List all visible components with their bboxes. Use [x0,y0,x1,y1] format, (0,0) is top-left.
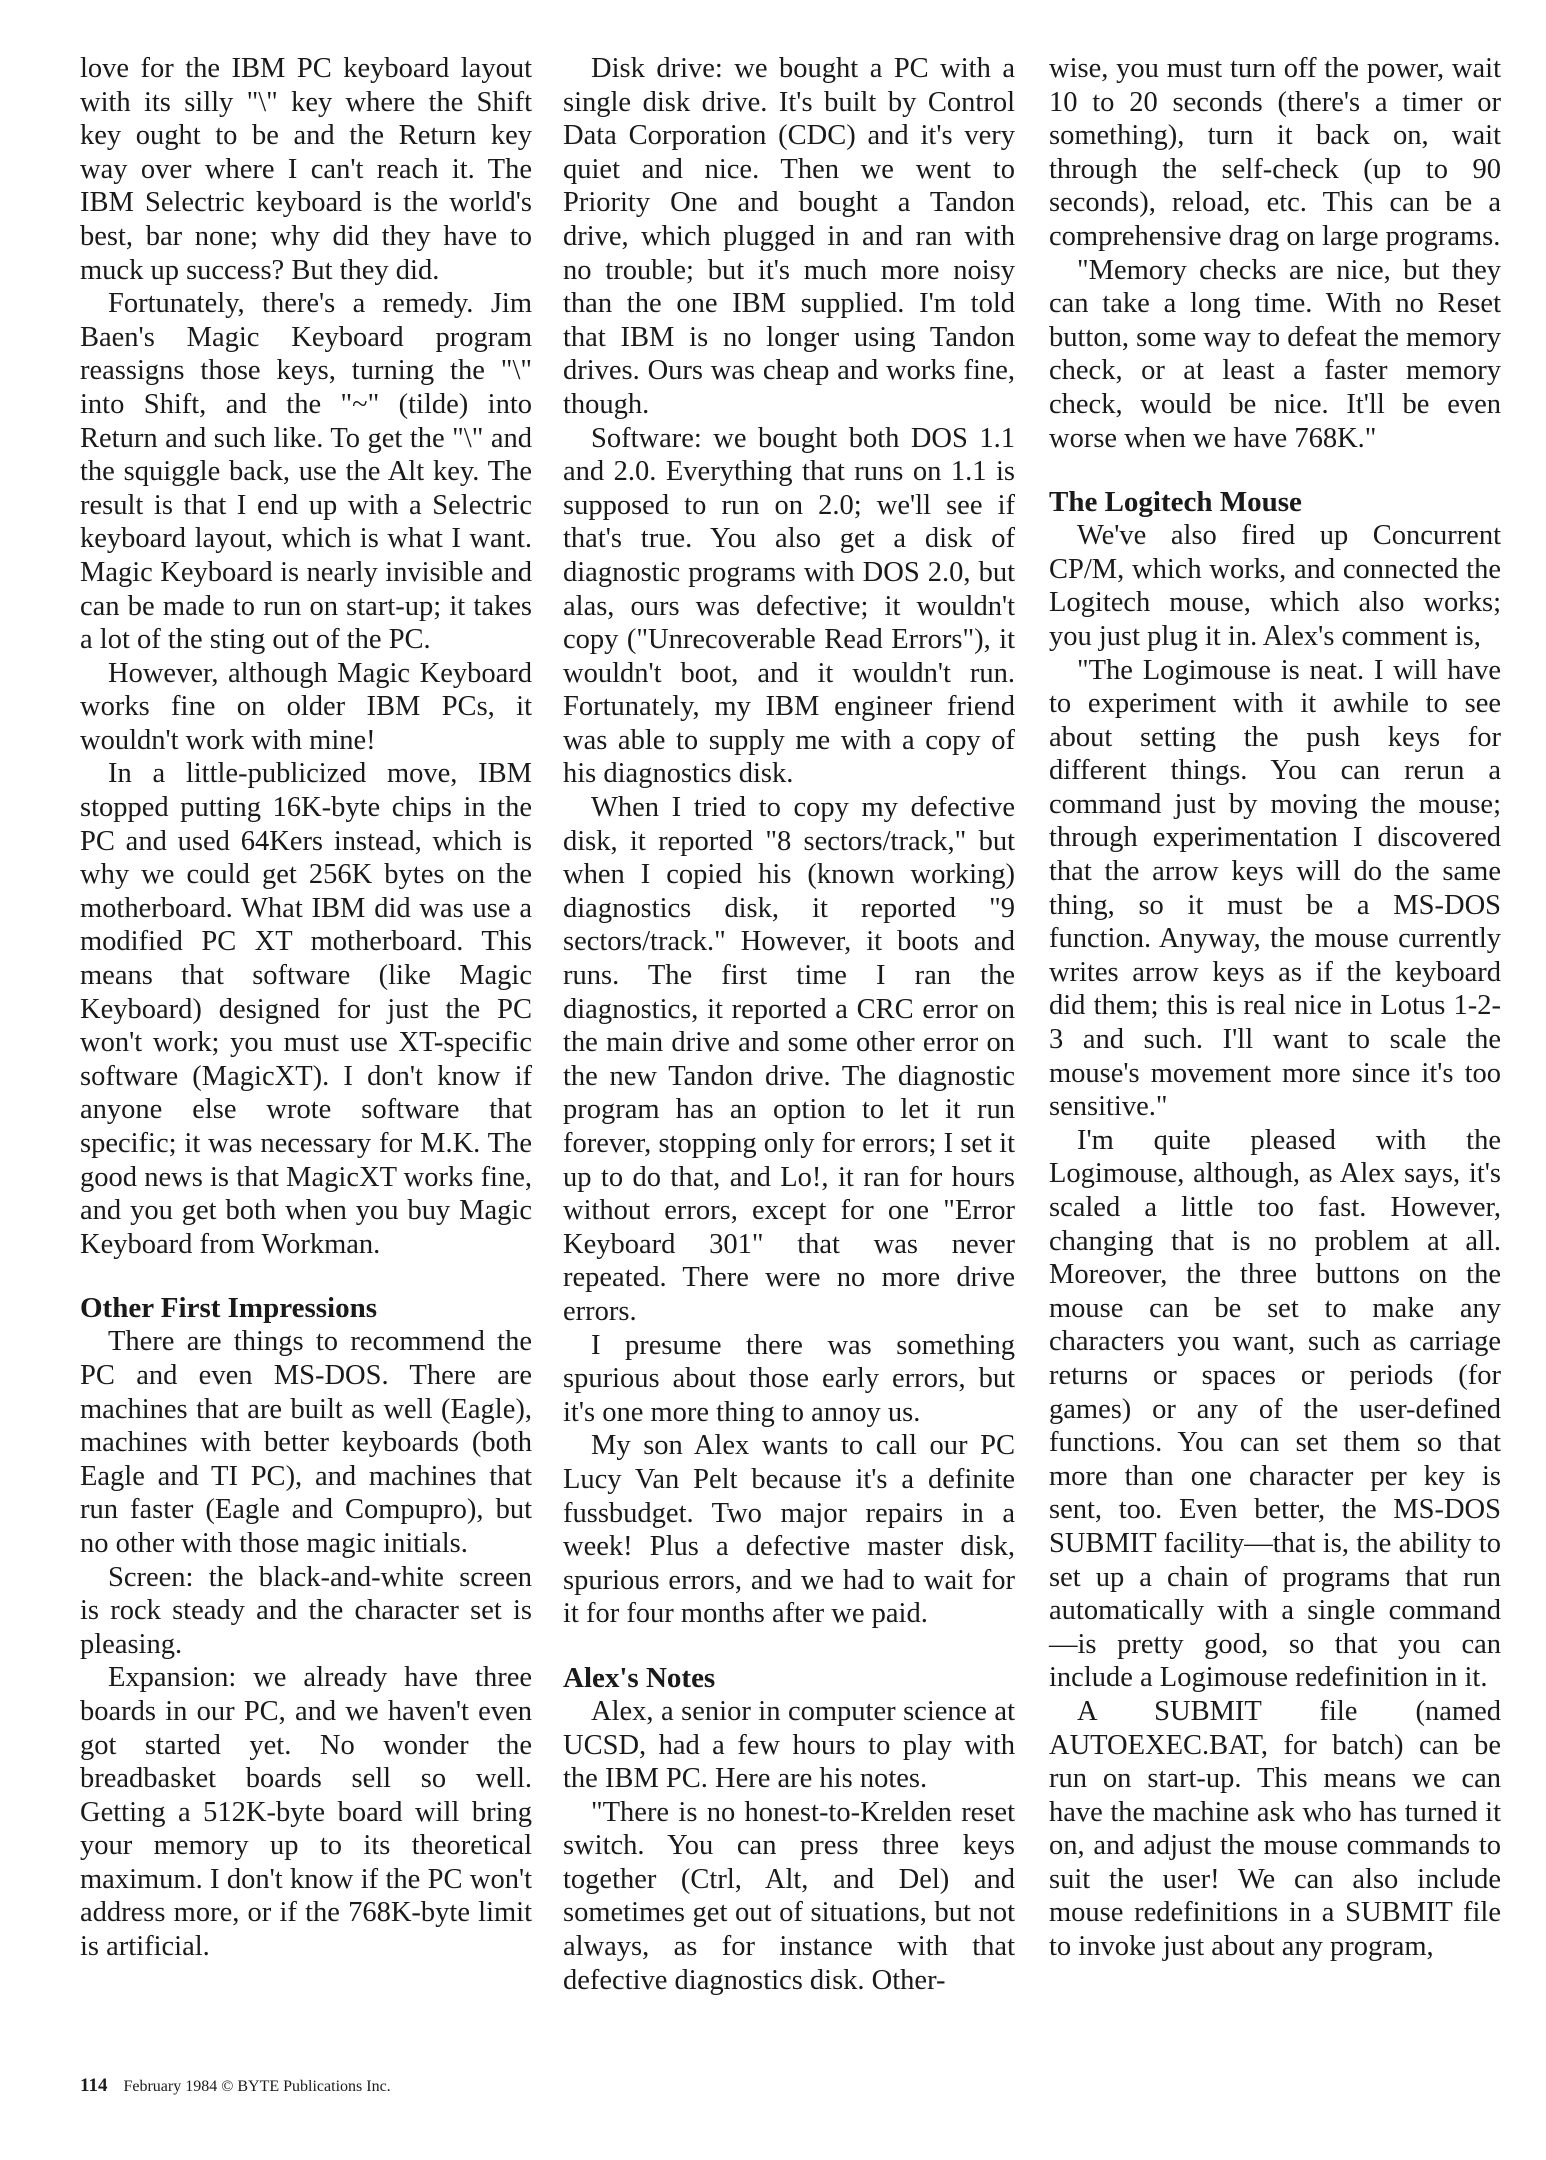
paragraph: "Memory checks are nice, but they can take a long time. With no Reset button, some way to defeat the memory check, or at least a faster memory check, would be nice. It'll be even worse when we have 768K." [1049,254,1501,454]
paragraph: My son Alex wants to call our PC Lucy Van Pelt because it's a definite fussbudget. Two major repairs in a week! Plus a defective master disk, spurious errors, and we had to wait for it for four months after we paid. [563,1430,1015,1630]
paragraph: I presume there was something spurious about those early errors, but it's one more thing to annoy us. [563,1329,1015,1428]
paragraph: Alex, a senior in computer science at UCSD, had a few hours to play with the IBM PC. Here are his notes. [563,1695,1015,1795]
paragraph: Disk drive: we bought a PC with a single disk drive. It's built by Control Data Corporation (CDC) and it's very quiet and nice. Then we went to Priority One and bought a Tandon drive, which plugged in and ran with no trouble; but it's much more noisy than the one IBM supplied. I'm told that IBM is no longer using Tandon drives. Ours was cheap and works fine, though. [563,53,1015,420]
paragraph: love for the IBM PC keyboard layout with its silly "\" key where the Shift key ought to be and the Return key way over where I can't reach it. The IBM Selectric keyboard is the world's best, bar none; why did they have to muck up success? But they did. [80,53,532,286]
section-heading: Other First Impressions [80,1292,377,1325]
section-heading: Alex's Notes [563,1661,716,1694]
page-footer [80,2076,391,2097]
section-heading: The Logitech Mouse [1049,486,1302,519]
paragraph: There are things to recommend the PC and even MS-DOS. There are machines that are built as well (Eagle), machines with better keyboards (both Eagle and TI PC), and machines that run faster (Eagle and Compupro), but no other with those magic initials. [80,1326,532,1559]
paragraph: "The Logimouse is neat. I will have to experiment with it awhile to see about setting the push keys for different things. You can rerun a command just by moving the mouse; through experimentation I discovered that the arrow keys will do the same thing, so it must be a MS-DOS function. Anyway, the mouse currently writes arrow keys as if the keyboard did them; this is real nice in Lotus 1-2-3 and such. I'll want to scale the mouse's movement more since it's too sensitive." [1049,654,1501,1123]
paragraph: However, although Magic Keyboard works fine on older IBM PCs, it wouldn't work with mine! [80,657,532,756]
paragraph: Fortunately, there's a remedy. Jim Baen's Magic Keyboard program reassigns those keys, turning the "\" into Shift, and the "~" (tilde) into Return and such like. To get the "\" and the squiggle back, use the Alt key. The result is that I end up with a Selectric keyboard layout, which is what I want. Magic Keyboard is nearly invisible and can be made to run on start-up; it takes a lot of the sting out of the PC. [80,288,532,656]
text-column-1 [80,52,532,1964]
paragraph: A SUBMIT file (named AUTOEXEC.BAT, for batch) can be run on start-up. This means we can have the machine ask who has turned it on, and adjust the mouse commands to suit the user! We can also include mouse redefinitions in a SUBMIT file to invoke just about any program, [1049,1695,1501,1963]
paragraph: wise, you must turn off the power, wait 10 to 20 seconds (there's a timer or something), turn it back on, wait through the self-check (up to 90 seconds), reload, etc. This can be a comprehensive drag on large programs. [1049,53,1501,252]
paragraph: In a little-publicized move, IBM stopped putting 16K-byte chips in the PC and used 64Kers instead, which is why we could get 256K bytes on the motherboard. What IBM did was use a modified PC XT motherboard. This means that software (like Magic Keyboard) designed for just the PC won't work; you must use XT-specific software (MagicXT). I don't know if anyone else wrote software that specific; it was necessary for M.K. The good news is that MagicXT works fine, and you get both when you buy Magic Keyboard from Workman. [80,758,532,1260]
text-column-3 [1049,52,1501,1964]
paragraph: Screen: the black-and-white screen is rock steady and the character set is pleasing. [80,1561,532,1660]
paragraph: Expansion: we already have three boards in our PC, and we haven't even got started yet. No wonder the breadbasket boards sell so well. Getting a 512K-byte board will bring your memory up to its theoretical maximum. I don't know if the PC won't address more, or if the 768K-byte limit is artificial. [80,1662,532,1963]
paragraph: "There is no honest-to-Krelden reset switch. You can press three keys together (Ctrl, Alt, and Del) and sometimes get out of situations, but not always, as for instance with that defective diagnostics disk. Other- [563,1796,1015,1996]
paragraph: Software: we bought both DOS 1.1 and 2.0. Everything that runs on 1.1 is supposed to run on 2.0; we'll see if that's true. You also get a disk of diagnostic programs with DOS 2.0, but alas, ours was defective; it wouldn't copy ("Unrecoverable Read Errors"), it wouldn't boot, and it wouldn't run. Fortunately, my IBM engineer friend was able to supply me with a copy of his diagnostics disk. [563,422,1015,790]
page-number: 114 [80,2075,108,2096]
paragraph: I'm quite pleased with the Logimouse, although, as Alex says, it's scaled a little too fast. However, changing that is no problem at all. Moreover, the three buttons on the mouse can be set to make any characters you want, such as carriage returns or spaces or periods (for games) or any of the user-defined functions. You can set them so that more than one character per key is sent, too. Even better, the MS-DOS SUBMIT facility—that is, the ability to set up a chain of programs that run automatically with a single command—is pretty good, so that you can include a Logimouse redefinition in it. [1049,1124,1501,1694]
issue-line: February 1984 © BYTE Publications Inc. [123,2078,391,2095]
text-column-2 [563,52,1015,1997]
paragraph: When I tried to copy my defective disk, it reported "8 sectors/track," but when I copied his (known working) diagnostics disk, it reported "9 sectors/track." However, it boots and runs. The first time I ran the diagnostics, it reported a CRC error on the main drive and some other error on the new Tandon drive. The diagnostic program has an option to let it run forever, stopping only for errors; I set it up to do that, and Lo!, it ran for hours without errors, except for one "Error Keyboard 301" that was never repeated. There were no more drive errors. [563,792,1015,1327]
paragraph: We've also fired up Concurrent CP/M, which works, and connected the Logitech mouse, which also works; you just plug it in. Alex's comment is, [1049,520,1501,652]
